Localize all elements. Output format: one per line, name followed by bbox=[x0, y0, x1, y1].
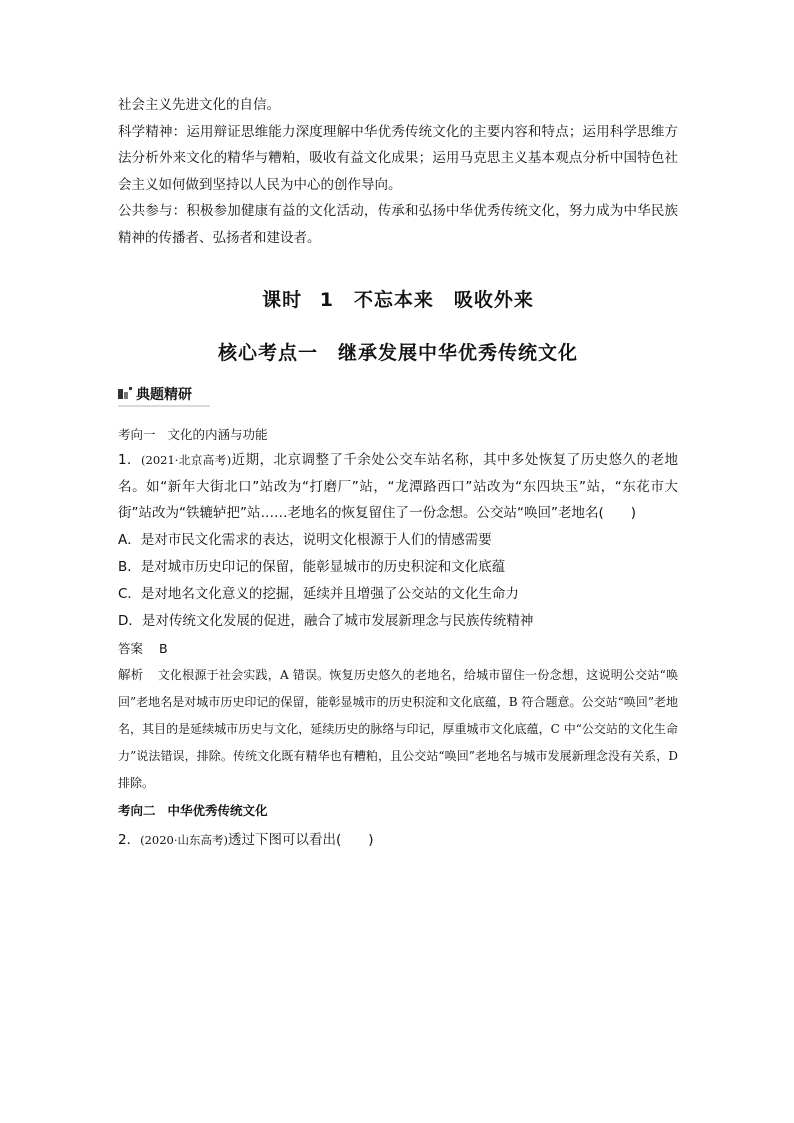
analysis-text: 文化根源于社会实践，A 错误。恢复历史悠久的老地名，给城市留住一份念想，这说明公交站“唤回”老地名是对城市历史印记的保留，能彰显城市的历史积淀和文化底蕴，B 符合题意。公交站“唤回”老地名，其目的是延续城市历史与文化，延续历史的脉络与印记，厚重城市文化底蕴，C 中“公交站的文化生命力”说法错误，排除。传统文化既有精华也有糟粕，且公交站“唤回”老地名与城市发展新理念没有关系，D 排除。 bbox=[118, 667, 678, 790]
question-1-number: 1． bbox=[118, 452, 142, 468]
public-participation-text: 积极参加健康有益的文化活动，传承和弘扬中华优秀传统文化，努力成为中华民族精神的传播者、弘扬者和建设者。 bbox=[118, 203, 678, 246]
option-d: D．是对传统文化发展的促进，融合了城市发展新理念与民族传统精神 bbox=[118, 612, 534, 629]
intro-block bbox=[118, 92, 678, 251]
answer-value: B bbox=[159, 640, 168, 656]
intro-line-1: 社会主义先进文化的自信。 bbox=[118, 97, 280, 113]
direction-1-text: 文化的内涵与功能 bbox=[167, 427, 268, 442]
analysis-paragraph bbox=[118, 661, 678, 797]
answer-label: 答案 bbox=[118, 640, 144, 656]
option-b: B．是对城市历史印记的保留，能彰显城市的历史积淀和文化底蕴 bbox=[118, 558, 506, 575]
intro-science-spirit bbox=[118, 119, 678, 199]
section-tag bbox=[118, 383, 210, 407]
science-spirit-label: 科学精神： bbox=[118, 123, 187, 140]
direction-1-label: 考向一 bbox=[118, 427, 156, 442]
document-page bbox=[118, 92, 678, 853]
public-participation-label: 公共参与： bbox=[118, 203, 187, 219]
question-direction-1 bbox=[118, 423, 678, 447]
direction-2-text: 中华优秀传统文化 bbox=[167, 802, 268, 818]
question-1-source: (2021·北京高考) bbox=[141, 453, 232, 467]
lesson-title: 课时 1 不忘本来 吸收外来 bbox=[262, 289, 534, 311]
question-2-text: 透过下图可以看出( ) bbox=[228, 831, 374, 848]
question-2-source: (2020·山东高考) bbox=[140, 832, 228, 847]
question-1-text: 近期，北京调整了千余处公交车站名称，其中多处恢复了历史悠久的老地名。如“新年大街北口”站改为“打磨厂”站，“龙潭路西口”站改为“东四块玉”站，“东花市大街”站改为“铁辘轳把”站……老地名的恢复留住了一份念想。公交站“唤回”老地名( ) bbox=[118, 452, 678, 521]
tag-label: 典题精研 bbox=[136, 387, 192, 403]
question-2-stem bbox=[118, 827, 678, 854]
analysis-label: 解析 bbox=[118, 666, 144, 682]
question-direction-2 bbox=[118, 799, 678, 823]
bar-chart-icon bbox=[118, 387, 132, 401]
answer-line bbox=[118, 637, 678, 661]
question-1-stem bbox=[118, 447, 678, 527]
science-spirit-text: 运用辩证思维能力深度理解中华优秀传统文化的主要内容和特点；运用科学思维方法分析外来文化的精华与糟粕，吸收有益文化成果；运用马克思主义基本观点分析中国特色社会主义如何做到坚持以人民为中心的创作导向。 bbox=[118, 123, 678, 193]
direction-2-label: 考向二 bbox=[118, 802, 156, 818]
section-title: 核心考点一 继承发展中华优秀传统文化 bbox=[217, 342, 578, 364]
question-2-number: 2． bbox=[118, 831, 141, 848]
option-c: C．是对地名文化意义的挖掘，延续并且增强了公交站的文化生命力 bbox=[118, 585, 519, 602]
intro-public-participation bbox=[118, 198, 678, 251]
option-a: A．是对市民文化需求的表达，说明文化根源于人们的情感需要 bbox=[118, 531, 492, 548]
